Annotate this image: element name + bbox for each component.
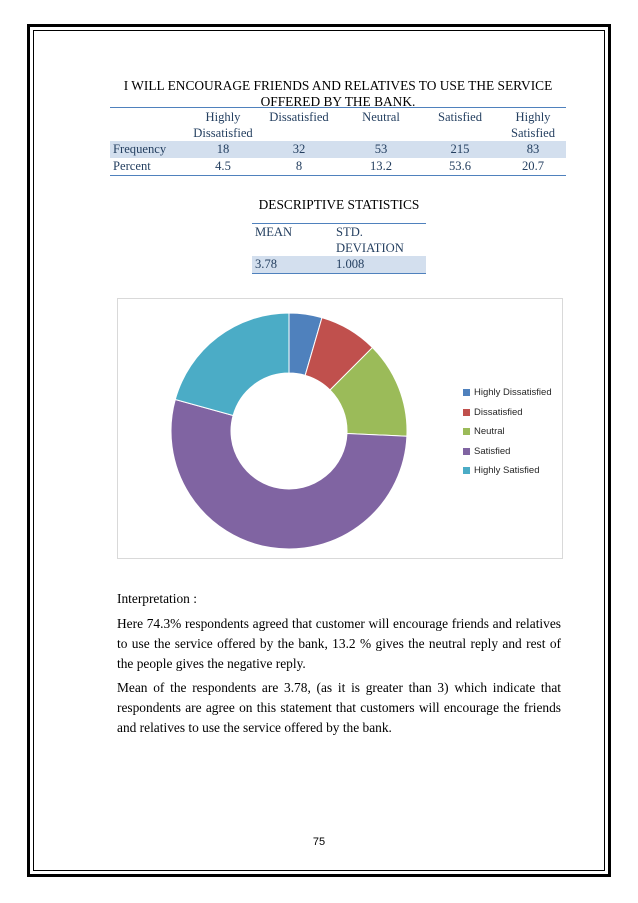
chart-legend: [463, 383, 552, 481]
table-cell: 18: [216, 142, 230, 156]
interpretation-paragraph-2: Mean of the respondents are 3.78, (as it is greater than 3) which indicate that respondents are agree on this statement that customers will encourage the friends and relatives to use the service offered by the bank.: [117, 680, 561, 735]
legend-swatch: [463, 389, 470, 396]
legend-item: [463, 461, 552, 481]
header-neutral: Neutral: [362, 110, 400, 124]
header-highly-satisfied: Highly Satisfied: [510, 110, 556, 140]
interpretation-paragraph-1: Here 74.3% respondents agreed that customer will encourage friends and relatives to use the service offered by the bank, 13.2 % gives the neutral reply and rest of the people gives the negative reply.: [117, 616, 561, 671]
legend-swatch: [463, 428, 470, 435]
header-mean: MEAN: [255, 225, 293, 239]
table-cell: 83: [526, 142, 540, 156]
descriptive-statistics-table: [252, 223, 426, 274]
row-label-percent: Percent: [113, 159, 151, 173]
legend-swatch: [463, 448, 470, 455]
std-deviation-value: 1.008: [336, 257, 365, 271]
legend-item: [463, 403, 552, 423]
legend-item: [463, 442, 552, 462]
row-label-frequency: Frequency: [113, 142, 167, 156]
header-satisfied: Satisfied: [437, 110, 483, 124]
table-row: [110, 158, 566, 175]
table-row: [110, 141, 566, 158]
table-title: I WILL ENCOURAGE FRIENDS AND RELATIVES TO USE THE SERVICE OFFERED BY THE BANK.: [123, 78, 553, 109]
header-dissatisfied: Dissatisfied: [269, 110, 329, 124]
table-cell: 53: [374, 142, 388, 156]
legend-label: Satisfied: [474, 445, 511, 457]
table-cell: 13.2: [369, 159, 393, 173]
legend-label: Highly Dissatisfied: [474, 387, 552, 399]
descriptive-table-header: [252, 224, 426, 257]
donut-chart: [117, 298, 563, 559]
frequency-table: [110, 107, 566, 176]
interpretation-heading: Interpretation :: [117, 591, 197, 606]
legend-label: Highly Satisfied: [474, 465, 540, 477]
table-row: [252, 256, 426, 273]
header-std-deviation: STD. DEVIATION: [336, 225, 404, 255]
legend-label: Dissatisfied: [474, 406, 523, 418]
table-cell: 4.5: [215, 159, 231, 173]
table-cell: 32: [292, 142, 306, 156]
table-cell: 8: [295, 159, 303, 173]
header-empty: [110, 108, 190, 142]
mean-value: 3.78: [255, 257, 278, 271]
legend-swatch: [463, 409, 470, 416]
legend-label: Neutral: [474, 426, 505, 438]
legend-swatch: [463, 467, 470, 474]
header-highly-dissatisfied: Highly Dissatisfied: [193, 110, 253, 140]
legend-item: [463, 383, 552, 403]
frequency-table-header: [110, 108, 566, 142]
descriptive-statistics-title: DESCRIPTIVE STATISTICS: [258, 197, 420, 212]
table-cell: 53.6: [448, 159, 472, 173]
table-cell: 215: [450, 142, 470, 156]
donut-slice-highly-satisfied: [175, 313, 289, 416]
legend-item: [463, 422, 552, 442]
table-cell: 20.7: [521, 159, 545, 173]
page-number: 75: [312, 836, 326, 848]
